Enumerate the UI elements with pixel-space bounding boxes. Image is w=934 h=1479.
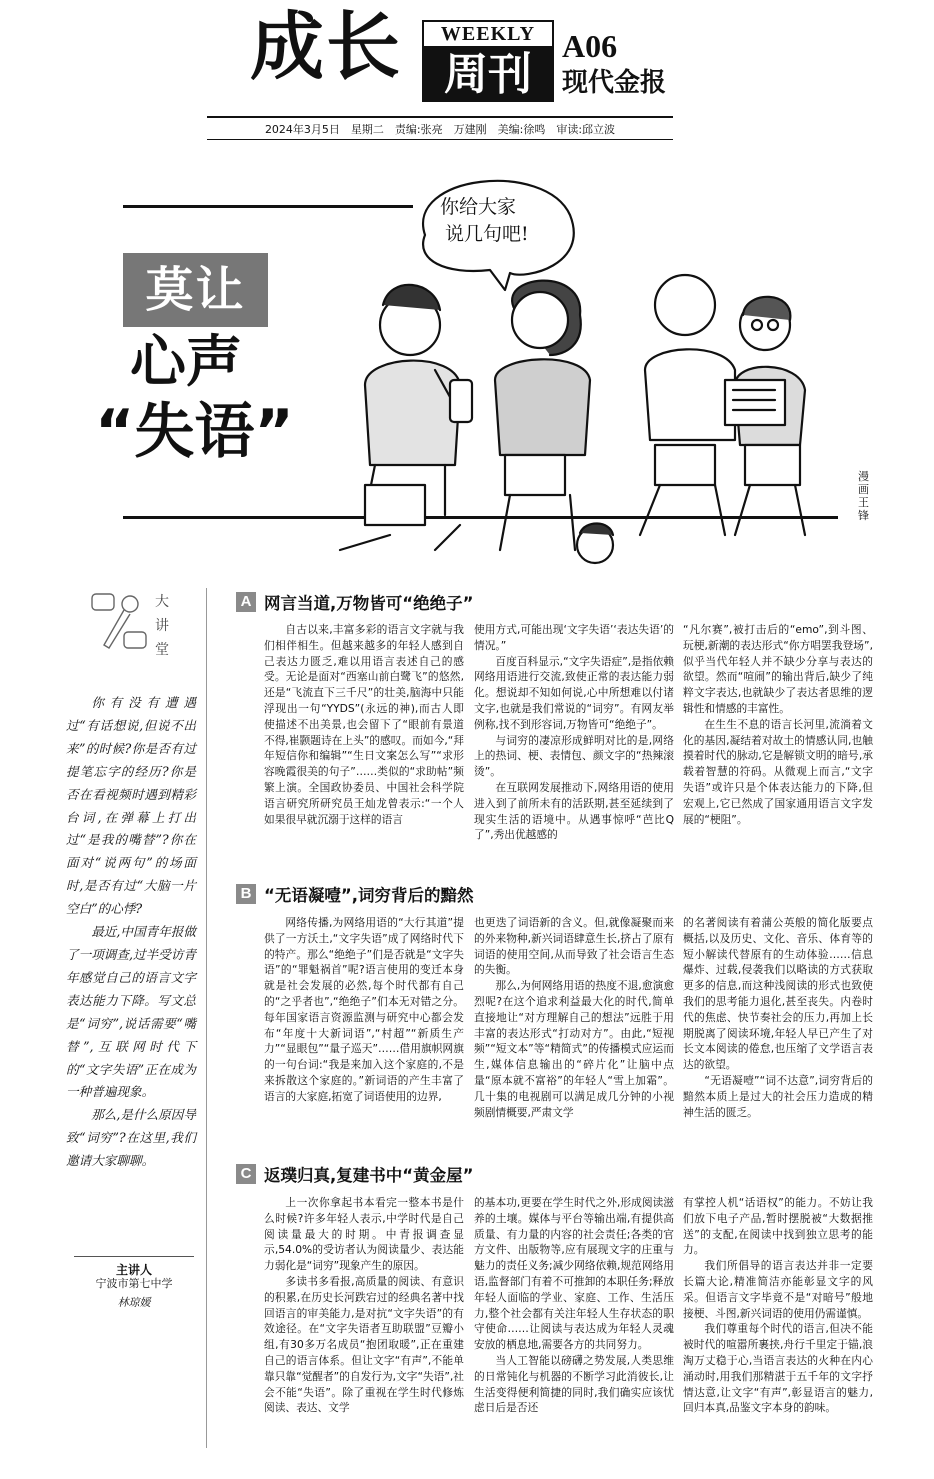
section-b-column-2: [474, 915, 674, 1137]
paragraph: 当人工智能以磅礴之势发展,人类思维的日常钝化与机器的不断学习此消彼长,让生活变得便利简捷的同时,我们确实应该忧虑日后是否还: [474, 1353, 674, 1415]
host-label: 主讲人: [74, 1256, 194, 1278]
paragraph: 我们尊重每个时代的语言,但决不能被时代的喧嚣所裹挟,舟行千里定于锚,浪淘万丈稳于心,当语言表达的火种在内心涌动时,用我们那精湛于五千年的文字抒情达意,让文字“有声”,彰显语言的魅力,回归本真,品鉴文字本身的韵味。: [683, 1322, 873, 1415]
issue-meta: 2024年3月5日 星期二 责编:张亮 万建刚 美编:徐鸣 审读:邱立波: [264, 123, 616, 136]
section-c-column-2: [474, 1195, 674, 1449]
person-newspaper: [725, 297, 805, 535]
paragraph: “无语凝噎”“词不达意”,词穷背后的黯然本质上是过大的社会压力造成的精神生活的匮乏。: [683, 1073, 873, 1119]
host-name: 林琼媛: [117, 1296, 151, 1309]
paragraph: 那么,为何网络用语的热度不退,愈演愈烈呢?在这个追求利益最大化的时代,简单直接地让“对方理解自己的想法”远胜于用丰富的表达形式“打动对方”。由此,“短视频”“短文本”等“精简式”的传播模式应运而生,媒体信息输出的“碎片化”让脑中点量“原本就不富裕”的年轻人“雪上加霜”。几十集的电视剧可以满足成几分钟的小视频剧情概要,严肃文学: [474, 979, 674, 1119]
comic-illustration: [295, 155, 840, 575]
comic-credit: 漫画 王锋: [858, 470, 880, 522]
newspaper-name: 现代金报: [562, 68, 667, 98]
section-c-column-3: [683, 1195, 873, 1449]
section-letter: B: [236, 884, 256, 904]
speech-line-2: 说几句吧!: [445, 223, 529, 245]
sidebar-paragraph: 你有没有遭遇过“有话想说,但说不出来”的时候?你是否有过提笔忘字的经历?你是否在看视频时遇到精彩台词,在弹幕上打出过“是我的嘴替”?你在面对“说两句”的场面时,是否有过“大脑一片空白”的心悸?: [66, 695, 196, 917]
weekly-cn-label: 周刊: [444, 49, 532, 100]
paragraph: 在生生不息的语言长河里,流淌着文化的基因,凝结着对故土的情感认同,也触摸着时代的脉动,它是解锁文明的暗号,承载着智慧的符码。从微观上而言,“文字失语”或许只是个体表达能力的下降,但宏观上,它已然成了国家通用语言文字发展的“梗阻”。: [683, 717, 873, 826]
section-title: 网言当道,万物皆可“绝绝子”: [264, 594, 474, 613]
paragraph: 网络传播,为网络用语的“大行其道”提供了一方沃土,“文字失语”成了网络时代下的特产。那么“绝绝子”们是否就是“文字失语”的“罪魁祸首”呢?语言使用的变迁本身就是社会发展的必然,每个时代都有自己的“之乎者也”,“绝绝子”们本无对错之分。每年国家语言资源监测与研究中心都会发布“年度十大新词语”,“村超”“新质生产力”“显眼包”“量子巡天”……借用旗帜网旗的一句台词:“我是来加入这个家庭的,不是来拆散这个家庭的。”新词语的产生丰富了语言的大家庭,拓宽了词语使用的边界,: [264, 916, 464, 1103]
section-title: 返璞归真,复建书中“黄金屋”: [264, 1166, 474, 1185]
sidebar-paragraph: 最近,中国青年报做了一项调查,过半受访青年感觉自己的语言文字表达能力下降。写文总是“词穷”,说话需要“嘴替”,互联网时代下的“文字失语”正在成为一种普遍现象。: [66, 924, 196, 1100]
paragraph: 也更迭了词语新的含义。但,就像凝聚而来的外来物种,新兴词语肆意生长,挤占了原有词语的使用空间,从而导致了社会语言生态的失衡。: [474, 916, 674, 977]
headline-box: 莫让: [123, 253, 268, 327]
section-b-header: [236, 880, 473, 908]
sidebar-paragraph: 那么,是什么原因导致“词穷”?在这里,我们邀请大家聊聊。: [66, 1107, 196, 1169]
section-letter: A: [236, 592, 256, 612]
column-name: 大讲堂: [155, 594, 169, 658]
section-letter: C: [236, 1164, 256, 1184]
section-title: “无语凝噎”,词穷背后的黯然: [264, 886, 474, 905]
paragraph: 使用方式,可能出现‘文字失语’‘表达失语’的情况。”: [474, 623, 674, 652]
section-c-column-1: [264, 1195, 464, 1449]
headline-line3: “失语”: [95, 397, 294, 467]
person-child: [577, 523, 613, 563]
paragraph: 有掌控人机“话语权”的能力。不妨让我们放下电子产品,暂时摆脱被“大数据推送”的支配,在阅读中找到独立思考的能力。: [683, 1196, 873, 1257]
paragraph: 与词穷的凄凉形成鲜明对比的是,网络上的热词、梗、表情包、颜文字的“热辣滚烫”。: [474, 733, 674, 779]
person-bald: [640, 275, 735, 535]
host-school: 宁波市第七中学: [95, 1277, 173, 1290]
paragraph: 自古以来,丰富多彩的语言文字就与我们相伴相生。但越来越多的年轻人感到自己表达力匮乏,难以用语言表述自己的感受。无论是面对“西塞山前白鹭飞”的悠然,还是“飞流直下三千尺”的壮美,脑海中只能浮现出一句“YYDS”(永远的神),而古人即使描述不出美景,也会留下了“眼前有景道不得,崔颢题诗在上头”的感叹。而如今,“拜年短信你和编辑”“生日文案怎么写”“求形容晚霞很美的句子”……类似的“求助帖”频繁上演。全国政协委员、中国社会科学院语言研究所研究员王灿龙曾表示:“一个人如果很早就沉溺于这样的语言: [264, 623, 464, 826]
section-c-header: [236, 1160, 473, 1188]
section-a-column-2: [474, 622, 674, 860]
section-a-column-3: [683, 622, 873, 860]
section-a-header: [236, 588, 473, 616]
page-number: A06: [562, 28, 618, 64]
paragraph: 上一次你拿起书本看完一整本书是什么时候?许多年轻人表示,中学时代是自己阅读量最大的时期。中青报调查显示,54.0%的受访者认为阅读量少、表达能力弱化是“词穷”现象产生的原因。: [264, 1196, 464, 1273]
sidebar-divider: [206, 588, 207, 1448]
paragraph: 百度百科显示,“文字失语症”,是指依赖网络用语进行交流,致使正常的表达能力弱化。想说却不知如何说,心中所想难以付诸文字,也就是我们常说的“词穷”。有网友举例称,找不到形容词,万物皆可“绝绝子”。: [474, 654, 674, 731]
paragraph: “凡尔赛”,被打击后的“emo”,到斗图、玩梗,新潮的表达形式“你方唱罢我登场”,似乎当代年轻人并不缺少分享与表达的欲望。然而“喧闹”的输出背后,缺少了纯粹文字表达,也就缺少了表达者思维的逻辑性和情感的丰富性。: [683, 623, 873, 715]
section-b-column-3: [683, 915, 873, 1137]
masthead-rule-top: [207, 116, 673, 118]
section-a-column-1: [264, 622, 464, 860]
weekly-badge: [422, 20, 554, 102]
masthead-rule-bottom: [207, 139, 673, 140]
section-b-column-1: [264, 915, 464, 1137]
headline-line2: 心声: [130, 330, 242, 395]
paragraph: 我们所倡导的语言表达并非一定要长篇大论,精准简洁亦能彰显文字的风采。但语言文字毕竟不是“对暗号”般地接梗、斗图,新兴词语的使用仍需谨慎。: [683, 1259, 873, 1320]
sidebar-intro: [66, 692, 196, 1173]
paragraph: 的基本功,更要在学生时代之外,形成阅读滋养的土壤。媒体与平台等输出端,有提供高质量、有力量的内容的社会责任;各类的官方文件、出版物等,应有展现文字的庄重与魅力的责任义务;减少网络依赖,规范网络用语,监督部门有着不可推卸的本职任务;释放年轻人面临的学业、家庭、工作、生活压力,整个社会都有关注年轻人生存状态的职守使命……让阅读与表达成为年轻人灵魂安放的栖息地,需要各方的共同努力。: [474, 1196, 674, 1352]
paragraph: 的名著阅读有着蒲公英般的简化版要点概括,以及历史、文化、音乐、体育等的短小解读代替原有的生动体验……信息爆炸、过载,侵袭我们以略读的方式获取更多的信息,而这种浅阅读的形式也致使我们的思考能力退化,甚至丧失。内卷时代的焦虑、快节奏社会的压力,再加上长期脱离了阅读环境,年轻人早已产生了对长文本阅读的倦怠,也压缩了文学语言表达的欲望。: [683, 916, 873, 1072]
microphone-icon: [90, 590, 150, 660]
weekly-en-label: WEEKLY: [422, 20, 554, 48]
paragraph: 多读书多看报,高质量的阅读、有意识的积累,在历史长河跌宕过的经典名著中找回语言的审美能力,是对抗“文字失语”的有效途径。在“文字失语者互助联盟”豆瓣小组,有30多万名成员“抱团取暖”,正在重建自己的语言体系。但让文字“有声”,不能单靠只靠“觉醒者”的自发行为,文字“失语”,社会不能“失语”。除了重视在学生时代修炼阅读、表达、文学: [264, 1274, 464, 1415]
speech-line-1: 你给大家: [440, 196, 517, 218]
paragraph: 在互联网发展推动下,网络用语的使用进入到了前所未有的活跃期,甚至延续到了现实生活的语境中。从遇事惊呼“芭比Q了”,秀出优越感的: [474, 780, 674, 842]
person-woman: [495, 281, 590, 550]
person-phone: [340, 285, 472, 550]
masthead-title: 成长: [250, 4, 402, 90]
